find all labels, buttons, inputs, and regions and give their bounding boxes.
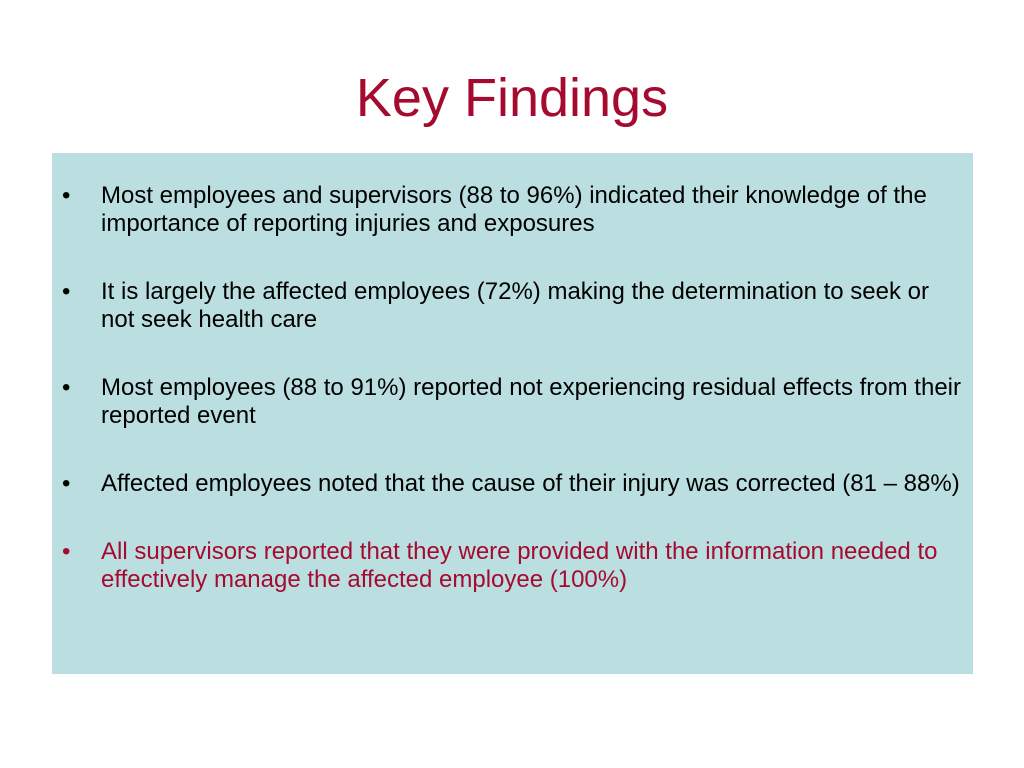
finding-text: Affected employees noted that the cause of their injury was corrected (81 – 88%): [101, 470, 960, 497]
bullet-icon: •: [62, 278, 71, 305]
finding-item: [52, 374, 973, 430]
finding-item-highlighted: [52, 538, 973, 594]
finding-item: [52, 278, 973, 334]
findings-list: [52, 182, 973, 634]
findings-box: [52, 153, 973, 674]
bullet-icon: •: [62, 374, 71, 401]
finding-item: [52, 470, 973, 498]
bullet-icon: •: [62, 182, 71, 209]
finding-text: It is largely the affected employees (72%) making the determination to seek or not seek health care: [101, 278, 929, 333]
finding-item: [52, 182, 973, 238]
slide-title: Key Findings: [355, 68, 669, 128]
finding-text: All supervisors reported that they were provided with the information needed to effectively manage the affected employee (100%): [101, 538, 938, 593]
bullet-icon: •: [62, 470, 71, 497]
finding-text: Most employees (88 to 91%) reported not experiencing residual effects from their reported event: [101, 374, 961, 429]
finding-text: Most employees and supervisors (88 to 96%) indicated their knowledge of the importance of reporting injuries and exposures: [101, 182, 927, 237]
bullet-icon: •: [62, 538, 71, 565]
